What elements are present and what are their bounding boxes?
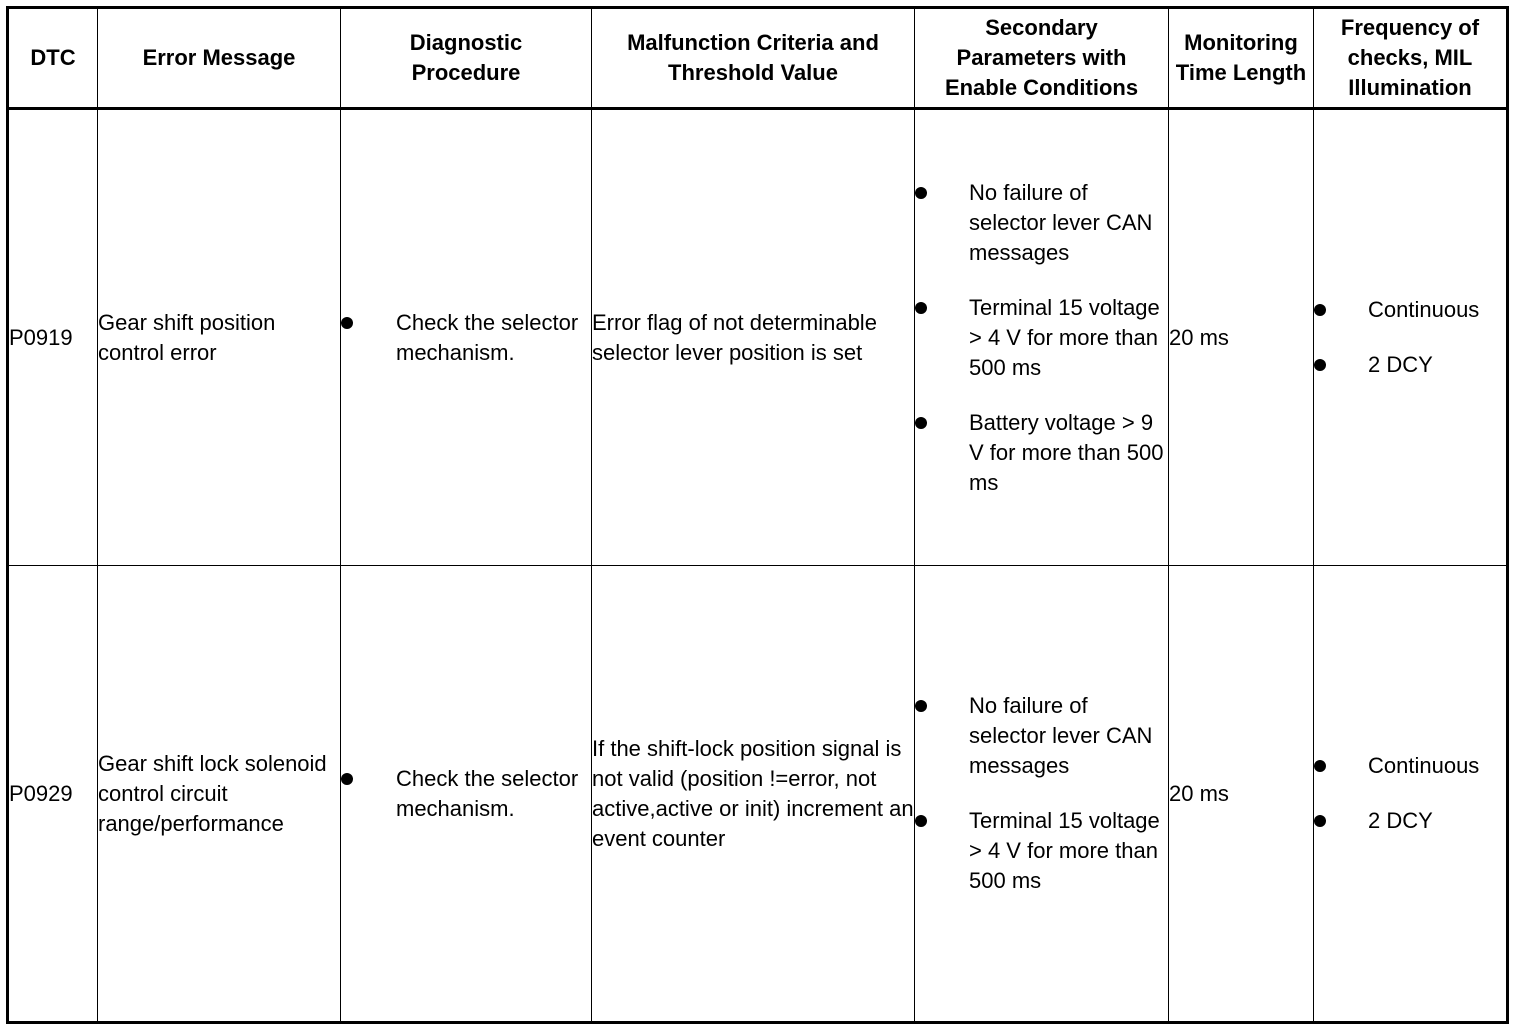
error-message: Gear shift position control error — [98, 109, 341, 566]
header-row — [8, 8, 1508, 109]
header-frequency: Frequency of checks, MIL Illumination — [1314, 8, 1508, 109]
list-item: Terminal 15 voltage > 4 V for more than 500 ms — [915, 293, 1168, 383]
bullet-icon — [915, 187, 927, 199]
dtc-code: P0919 — [8, 109, 98, 566]
header-diagnostic-procedure: Diagnostic Procedure — [341, 8, 592, 109]
frequency — [1314, 566, 1508, 1023]
bullet-icon — [915, 700, 927, 712]
list-item: Check the selector mechanism. — [341, 308, 591, 368]
header-monitoring-time: Monitoring Time Length — [1169, 8, 1314, 109]
header-malfunction-criteria: Malfunction Criteria and Threshold Value — [592, 8, 915, 109]
diagnostic-procedure — [341, 566, 592, 1023]
frequency — [1314, 109, 1508, 566]
dtc-table — [6, 6, 1509, 1024]
bullet-icon — [1314, 760, 1326, 772]
dtc-code: P0929 — [8, 566, 98, 1023]
bullet-icon — [915, 417, 927, 429]
bullet-icon — [1314, 815, 1326, 827]
table-row — [8, 566, 1508, 1023]
list-item: Continuous — [1314, 751, 1506, 781]
list-item: No failure of selector lever CAN messages — [915, 178, 1168, 268]
list-item: Terminal 15 voltage > 4 V for more than 500 ms — [915, 806, 1168, 896]
monitoring-time: 20 ms — [1169, 109, 1314, 566]
bullet-icon — [341, 317, 353, 329]
bullet-icon — [1314, 359, 1326, 371]
error-message: Gear shift lock solenoid control circuit range/performance — [98, 566, 341, 1023]
list-item: No failure of selector lever CAN messages — [915, 691, 1168, 781]
bullet-icon — [341, 773, 353, 785]
bullet-icon — [1314, 304, 1326, 316]
list-item: Continuous — [1314, 295, 1506, 325]
monitoring-time: 20 ms — [1169, 566, 1314, 1023]
secondary-parameters — [915, 566, 1169, 1023]
list-item: Check the selector mechanism. — [341, 764, 591, 824]
header-dtc: DTC — [8, 8, 98, 109]
header-error-message: Error Message — [98, 8, 341, 109]
malfunction-criteria: Error flag of not determinable selector lever position is set — [592, 109, 915, 566]
list-item: 2 DCY — [1314, 350, 1506, 380]
bullet-icon — [915, 815, 927, 827]
diagnostic-procedure — [341, 109, 592, 566]
header-secondary-parameters: Secondary Parameters with Enable Conditions — [915, 8, 1169, 109]
list-item: Battery voltage > 9 V for more than 500 ms — [915, 408, 1168, 498]
list-item: 2 DCY — [1314, 806, 1506, 836]
bullet-icon — [915, 302, 927, 314]
secondary-parameters — [915, 109, 1169, 566]
table-row — [8, 109, 1508, 566]
malfunction-criteria: If the shift-lock position signal is not valid (position !=error, not active,active or init) increment an event counter — [592, 566, 915, 1023]
